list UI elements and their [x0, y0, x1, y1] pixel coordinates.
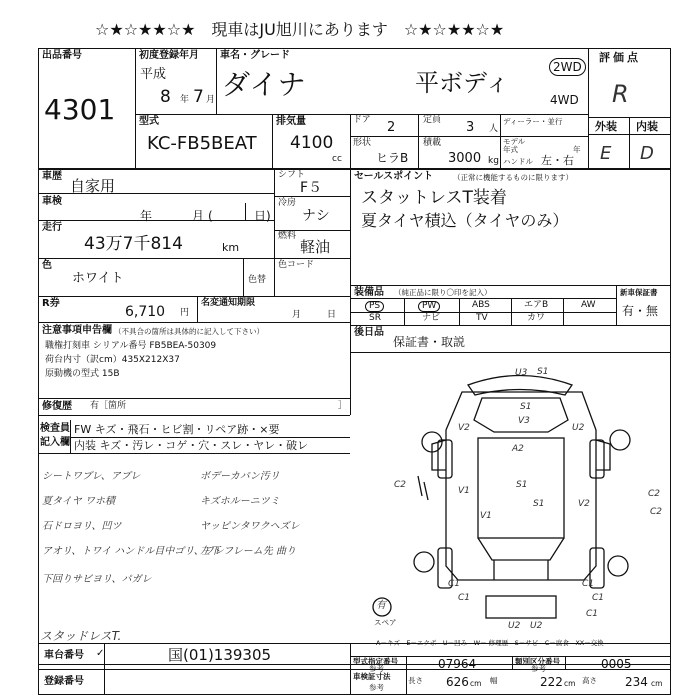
- equip-sr: SR: [369, 313, 381, 323]
- equip-ps: PS: [365, 301, 384, 312]
- map-mark-v1-center: V1: [480, 511, 492, 521]
- dealer-label: ディーラー・並行: [503, 117, 563, 126]
- map-mark-u2-rear: U2: [508, 621, 521, 631]
- hand-note-7: キズホルーニツミ: [200, 496, 280, 507]
- manual-value: 有・無: [622, 304, 659, 318]
- int-grade: D: [640, 143, 654, 164]
- map-mark-s1-bed: S1: [516, 480, 528, 490]
- sales-line2: 夏タイヤ積込（タイヤのみ）: [361, 211, 569, 230]
- header-banner: ☆★☆★★☆★ 現車はJU旭川にあります ☆★☆★★☆★: [95, 20, 505, 39]
- notes-line2: 荷台内寸（訳cm）435X212X37: [45, 355, 180, 365]
- equip-navi: ナビ: [422, 313, 441, 323]
- shift-label: シフト: [278, 170, 306, 180]
- map-mark-c1-5: C1: [586, 609, 599, 619]
- width-value: 222: [540, 675, 563, 689]
- sales-label: セールスポイント: [354, 171, 434, 182]
- displacement-unit: cc: [332, 154, 342, 164]
- hand-note-8: ヤッピンタワクヘズレ: [200, 521, 300, 532]
- fuel-label: 燃料: [278, 231, 297, 241]
- car-grade: 平ボディ: [415, 69, 510, 97]
- hand-note-3: 石ドロヨリ、凹ツ: [42, 521, 122, 532]
- inspector-row2: 内装 キズ・汚レ・コゲ・穴・スレ・ヤレ・破レ: [74, 439, 309, 452]
- recycle-value: 6,710: [125, 304, 166, 320]
- displacement-value: 4100: [290, 133, 334, 153]
- hand-note-2: 夏タイヤ ワホ積: [42, 496, 115, 507]
- type-number-sub: 参考: [369, 664, 384, 673]
- map-mark-c2-right-2: C2: [650, 507, 663, 517]
- repair-label: 修復歴: [42, 401, 72, 412]
- shape-label: 形状: [353, 138, 372, 148]
- chassis-check: ✓: [96, 648, 105, 659]
- displacement-label: 排気量: [276, 116, 306, 127]
- map-mark-v2-left: V2: [458, 423, 470, 433]
- reg-year: 8: [160, 87, 171, 107]
- notes-label: 注意事項申告欄: [42, 325, 112, 336]
- map-mark-u3-top: U3: [515, 368, 528, 378]
- equipment-sublabel: （純正品に限り〇印を記入）: [394, 288, 492, 297]
- ac-label: 冷房: [278, 198, 297, 208]
- mileage-label: 走行: [42, 222, 62, 233]
- model-year-label: モデル年式: [503, 137, 526, 154]
- manual-label: 新車保証書: [620, 288, 658, 297]
- shift-value: F５: [300, 180, 323, 196]
- load-label: 積載: [423, 138, 442, 148]
- length-label: 長さ: [408, 676, 423, 685]
- equip-airbag: エアB: [524, 300, 549, 310]
- dims-label: 車検証寸法: [353, 672, 391, 681]
- car-name: ダイナ: [222, 68, 306, 101]
- shape-value: ヒラB: [376, 151, 409, 165]
- map-mark-spare-owner: 有: [376, 600, 386, 611]
- reg-month: 7: [193, 87, 204, 107]
- model-year-mark: 年: [573, 145, 581, 154]
- hand-note-9: 左下 フレーム先 曲り: [200, 546, 296, 557]
- sales-sublabel: （正常に機能するものに限ります）: [453, 173, 573, 182]
- eval-label: 評価点: [599, 51, 641, 64]
- inspection-paren: (: [208, 209, 213, 223]
- load-unit: kg: [488, 156, 499, 166]
- hand-note-6: ボデーカバン汚リ: [200, 471, 280, 482]
- deadline-day: 日: [327, 310, 337, 320]
- ext-label: 外装: [595, 120, 617, 133]
- dims-sub: 参考: [369, 683, 384, 692]
- int-label: 内装: [636, 120, 658, 133]
- reg-date-label: 初度登録年月: [139, 50, 199, 61]
- inspection-label: 車検: [42, 196, 62, 207]
- fuel-value: 軽油: [300, 238, 331, 256]
- history-label: 車歴: [42, 171, 62, 182]
- drive-2wd: 2WD: [549, 58, 586, 76]
- hand-note-1: シートワブレ、アブレ: [42, 471, 141, 482]
- recycle-yen: 円: [180, 308, 190, 318]
- color-value: ホワイト: [72, 271, 124, 286]
- map-mark-c1-1: C1: [448, 579, 461, 589]
- damage-legend: A－キズ E－エクボ U－凹み W－ 修理歴 S－サビ C－腐食 XX－交換: [376, 639, 604, 647]
- car-name-label: 車名・グレード: [220, 50, 290, 61]
- chassis-value: 国(01)139305: [168, 646, 272, 664]
- ext-grade: E: [600, 143, 612, 164]
- map-mark-v3-glass: V3: [518, 416, 530, 426]
- deadline-label: 名変通知期限: [201, 298, 256, 308]
- history-value: 自家用: [70, 177, 116, 195]
- inspection-day: 日): [254, 209, 271, 223]
- map-mark-u2-right: U2: [572, 423, 585, 433]
- color-label: 色: [42, 260, 52, 271]
- map-mark-c1-4: C1: [592, 593, 605, 603]
- notes-sublabel: （不具合の箇所は具体的に記入して下さい）: [114, 327, 264, 336]
- chassis-label: 車台番号: [44, 650, 84, 661]
- notes-line1: 職権打刻車 シリアル番号 FB5BEA-50309: [45, 341, 217, 351]
- map-mark-a2: A2: [512, 444, 524, 454]
- equip-aw: AW: [581, 300, 596, 310]
- map-mark-c2-left: C2: [394, 480, 407, 490]
- reg-era: 平成: [140, 67, 167, 82]
- drive-4wd: 4WD: [550, 93, 579, 107]
- doors-label: ドア: [353, 115, 371, 125]
- model-label: 型式: [139, 116, 159, 127]
- length-value: 626: [446, 675, 469, 689]
- mileage-unit: km: [222, 241, 240, 254]
- height-value: 234: [625, 675, 648, 689]
- class-number-label: 類別区分番号: [515, 657, 560, 666]
- repair-close: ］: [338, 401, 348, 411]
- color-swap-label: 色替: [248, 275, 267, 285]
- seats-value: 3: [466, 120, 475, 135]
- type-number-value: 07964: [438, 657, 477, 671]
- length-unit: cm: [470, 679, 482, 688]
- height-label: 高さ: [582, 676, 597, 685]
- width-label: 幅: [490, 676, 498, 685]
- map-mark-c1-3: C1: [582, 579, 595, 589]
- class-number-value: 0005: [601, 657, 632, 671]
- map-mark-v1-left: V1: [458, 486, 470, 496]
- model-value: KC-FB5BEAT: [147, 133, 257, 154]
- height-unit: cm: [651, 679, 663, 688]
- seats-label: 定員: [423, 115, 442, 125]
- seats-unit: 人: [489, 124, 499, 134]
- registration-label: 登録番号: [44, 676, 84, 687]
- handle-label: ハンドル: [503, 157, 533, 166]
- inspector-label-2: 記入欄: [40, 437, 70, 448]
- map-mark-u2-rear-2: U2: [530, 621, 543, 631]
- map-mark-s1-top: S1: [537, 367, 549, 377]
- after-label: 後日品: [354, 327, 384, 338]
- recycle-label: R券: [42, 298, 60, 309]
- handle-value: 左・右: [541, 154, 574, 167]
- map-mark-v2-right: V2: [578, 499, 590, 509]
- equip-leather: カワ: [527, 313, 546, 323]
- width-unit: cm: [564, 679, 576, 688]
- map-mark-spare: スペア: [374, 618, 397, 627]
- equip-abs: ABS: [472, 300, 490, 310]
- equip-tv: TV: [476, 313, 488, 323]
- deadline-month: 月: [292, 310, 302, 320]
- lot-label: 出品番号: [42, 50, 82, 61]
- equipment-label: 装備品: [354, 287, 384, 298]
- eval-score: R: [612, 80, 629, 108]
- reg-month-unit: 月: [206, 95, 216, 105]
- lot-number: 4301: [44, 93, 116, 126]
- after-value: 保証書・取説: [393, 335, 466, 349]
- sales-line1: スタットレスT装着: [361, 188, 507, 208]
- notes-line3: 原動機の型式 15B: [45, 369, 120, 379]
- type-number-label: 型式指定番号: [353, 657, 398, 666]
- map-mark-c1-2: C1: [458, 593, 471, 603]
- reg-year-unit: 年: [180, 95, 190, 105]
- inspection-year: 年: [140, 209, 153, 223]
- load-value: 3000: [448, 151, 482, 166]
- inspector-label-1: 検査員: [40, 423, 70, 434]
- inspection-month: 月: [192, 209, 205, 223]
- repair-value: 有［箇所: [90, 401, 127, 411]
- hand-note-5: 下回りサビヨリ、パガレ: [42, 574, 152, 585]
- inspector-row1: FW キズ・飛石・ヒビ割・リペア跡・×要: [74, 423, 280, 436]
- map-mark-c2-right: C2: [648, 489, 661, 499]
- color-code-label: 色コード: [278, 260, 315, 270]
- doors-value: 2: [387, 120, 396, 135]
- class-number-sub: 参考: [531, 664, 546, 673]
- hand-note-4: アオリ、トワイ ハンドル目中ゴリ、ワレ: [42, 546, 224, 557]
- ac-value: ナシ: [302, 208, 330, 224]
- map-mark-s1-glass: S1: [520, 402, 532, 412]
- mileage-value: 43万7千814: [84, 234, 183, 254]
- equip-pw: PW: [418, 301, 440, 312]
- hand-note-10: スタッドレスT.: [40, 629, 122, 643]
- map-mark-s1-bed-2: S1: [533, 499, 545, 509]
